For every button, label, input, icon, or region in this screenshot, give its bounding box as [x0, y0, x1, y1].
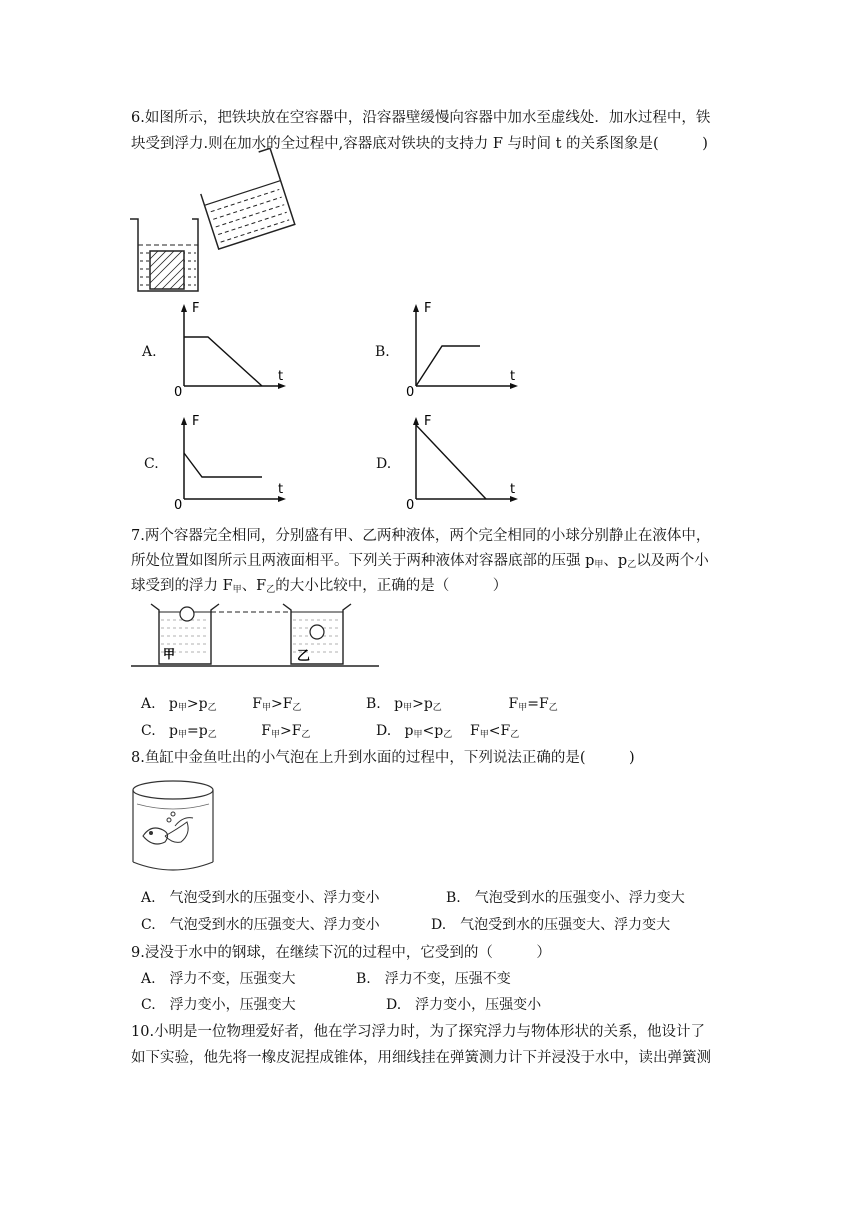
q7-d-rel1: <: [422, 723, 435, 739]
q6-c-xlabel: t: [278, 482, 284, 497]
q7-label-yi: 乙: [297, 649, 311, 664]
q7-b-label: B.: [366, 696, 381, 712]
q9-option-c[interactable]: C. 浮力变小，压强变大: [141, 997, 296, 1013]
q6-c-origin: 0: [174, 498, 183, 513]
q7-sub-jia: 甲: [594, 560, 604, 570]
q6-graph-a: [172, 300, 292, 400]
q6-b-xlabel: t: [510, 369, 516, 384]
q8-option-a[interactable]: A. 气泡受到水的压强变小、浮力变小: [141, 890, 380, 906]
q6-b-ylabel: F: [424, 301, 432, 316]
q7-line3-b: 、F: [241, 578, 267, 594]
q6-a-ylabel: F: [192, 301, 200, 316]
q7-figure-containers: [131, 602, 381, 672]
q7-line2: [131, 551, 709, 575]
q7-line3-a: 球受到的浮力 F: [131, 578, 233, 594]
q6-option-d-label[interactable]: D.: [376, 456, 392, 472]
q7-line3: [131, 576, 507, 600]
q6-option-c-label[interactable]: C.: [144, 456, 159, 472]
q6-option-a-label[interactable]: A.: [142, 344, 157, 360]
q7-c-label: C.: [141, 723, 156, 739]
q7-line2-b: 、p: [603, 553, 628, 569]
q7-line2-c: 以及两个小: [636, 553, 709, 569]
q7-a-label: A.: [141, 696, 156, 712]
q9-option-b[interactable]: B. 浮力不变，压强不变: [356, 971, 511, 987]
q9-option-d[interactable]: D. 浮力变小，压强变小: [386, 997, 542, 1013]
q7-sub-yi-2: 乙: [266, 585, 276, 595]
q9-line1: 9.浸没于水中的钢球，在继续下沉的过程中，它受到的（ ）: [131, 945, 551, 961]
q7-option-a[interactable]: A. $p_甲>p_乙$ $F_甲>F_乙$: [141, 696, 302, 713]
q10-line2: 如下实验，他先将一橡皮泥捏成锥体，用细线挂在弹簧测力计下并浸没于水中，读出弹簧测: [131, 1050, 711, 1066]
q6-a-xlabel: t: [278, 369, 284, 384]
q7-c-rel2: >: [279, 723, 292, 739]
q10-line1: 10.小明是一位物理爱好者，他在学习浮力时，为了探究浮力与物体形状的关系，他设计了: [131, 1024, 706, 1040]
q6-d-ylabel: F: [424, 414, 432, 429]
q7-option-b[interactable]: B. $p_甲>p_乙$ $F_甲=F_乙$: [366, 696, 558, 713]
q7-b-rel1: >: [412, 696, 424, 712]
q7-label-jia: 甲: [163, 647, 176, 661]
q8-option-d[interactable]: D. 气泡受到水的压强变大、浮力变大: [431, 917, 671, 933]
q6-graph-c: [172, 413, 292, 513]
q8-figure-fish-tank: [129, 778, 219, 874]
q7-sub-jia-2: 甲: [232, 585, 242, 595]
q7-line1: 7.两个容器完全相同，分别盛有甲、乙两种液体，两个完全相同的小球分别静止在液体中，: [131, 528, 711, 544]
q6-graph-b: [404, 300, 524, 400]
q7-b-rel2: =: [527, 696, 540, 712]
q7-option-c[interactable]: C. $p_甲=p_乙$ $F_甲>F_乙$: [141, 723, 311, 740]
q7-a-rel1: >: [186, 696, 199, 712]
q7-sub-yi: 乙: [627, 560, 637, 570]
q7-d-rel2: <: [488, 723, 501, 739]
q9-option-a[interactable]: A. 浮力不变，压强变大: [141, 971, 296, 987]
q6-line1: 6.如图所示，把铁块放在空容器中，沿容器壁缓慢向容器中加水至虚线处．加水过程中，铁: [131, 110, 711, 126]
q6-b-origin: 0: [406, 385, 415, 400]
q6-a-origin: 0: [174, 385, 183, 400]
q7-line3-c: 的大小比较中，正确的是（ ）: [275, 578, 508, 594]
q8-option-c[interactable]: C. 气泡受到水的压强变大、浮力变小: [141, 917, 380, 933]
q8-line1: 8.鱼缸中金鱼吐出的小气泡在上升到水面的过程中，下列说法正确的是( ): [131, 750, 635, 766]
q6-d-xlabel: t: [510, 482, 516, 497]
q7-line2-a: 所处位置如图所示且两液面相平。下列关于两种液体对容器底部的压强 p: [131, 553, 595, 569]
q7-c-rel1: =: [187, 723, 199, 739]
q6-figure-beakers: [128, 163, 288, 293]
q6-option-b-label[interactable]: B.: [375, 344, 390, 360]
q7-d-label: D.: [376, 723, 392, 739]
q7-option-d[interactable]: D. $p_甲<p_乙$ $F_甲<F_乙$: [376, 723, 520, 740]
q7-a-rel2: >: [270, 696, 283, 712]
q6-c-ylabel: F: [192, 414, 200, 429]
q6-line2: 块受到浮力.则在加水的全过程中,容器底对铁块的支持力 F 与时间 t 的关系图象是( ): [131, 136, 708, 152]
q8-option-b[interactable]: B. 气泡受到水的压强变小、浮力变大: [446, 890, 685, 906]
q6-d-origin: 0: [406, 498, 415, 513]
q6-graph-d: [404, 413, 524, 513]
